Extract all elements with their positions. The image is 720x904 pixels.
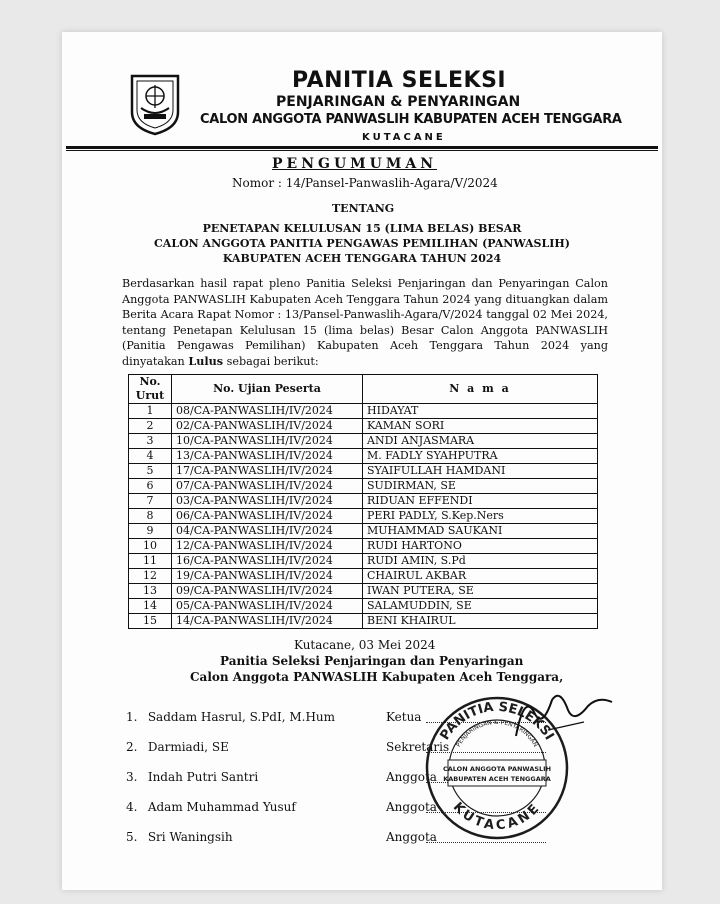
- header-divider: [66, 146, 658, 149]
- stamp-center-line-1: CALON ANGGOTA PANWASLIH: [442, 765, 552, 773]
- stamp-top-text: PANITIA SELEKSI: [437, 699, 557, 743]
- stamp-inner-text: PENJARINGAN & PENYARINGAN: [454, 718, 539, 749]
- table-row: [129, 599, 598, 614]
- subject-line-2: CALON ANGGOTA PANITIA PENGAWAS PEMILIHAN (PANWASLIH): [154, 237, 570, 250]
- exam-number: 04/CA-PANWASLIH/IV/2024: [172, 524, 363, 539]
- exam-number: 12/CA-PANWASLIH/IV/2024: [172, 539, 363, 554]
- member-name: Indah Putri Santri: [147, 770, 259, 784]
- table-row: [129, 554, 598, 569]
- tentang-label: TENTANG: [332, 202, 395, 215]
- member-role: Sekretaris: [386, 740, 450, 754]
- row-number: 6: [129, 479, 172, 494]
- row-number: 3: [129, 434, 172, 449]
- member-number: 1.: [126, 710, 138, 724]
- exam-number: 05/CA-PANWASLIH/IV/2024: [172, 599, 363, 614]
- header-city: KUTACANE: [362, 132, 446, 143]
- participant-name: CHAIRUL AKBAR: [363, 569, 598, 584]
- exam-number: 03/CA-PANWASLIH/IV/2024: [172, 494, 363, 509]
- member-row: [126, 830, 437, 848]
- row-number: 8: [129, 509, 172, 524]
- row-number: 11: [129, 554, 172, 569]
- table-row: [129, 419, 598, 434]
- table-row: [129, 569, 598, 584]
- row-number: 4: [129, 449, 172, 464]
- header-no-urut: No. Urut: [129, 375, 172, 404]
- member-name: Sri Waningsih: [147, 830, 233, 844]
- participant-name: M. FADLY SYAHPUTRA: [363, 449, 598, 464]
- member-name: Adam Muhammad Yusuf: [147, 800, 296, 814]
- exam-number: 06/CA-PANWASLIH/IV/2024: [172, 509, 363, 524]
- exam-number: 10/CA-PANWASLIH/IV/2024: [172, 434, 363, 449]
- row-number: 5: [129, 464, 172, 479]
- row-number: 14: [129, 599, 172, 614]
- exam-number: 02/CA-PANWASLIH/IV/2024: [172, 419, 363, 434]
- row-number: 10: [129, 539, 172, 554]
- exam-number: 09/CA-PANWASLIH/IV/2024: [172, 584, 363, 599]
- row-number: 7: [129, 494, 172, 509]
- closing-date: Kutacane, 03 Mei 2024: [294, 638, 436, 652]
- table-row: [129, 509, 598, 524]
- member-number: 3.: [126, 770, 138, 784]
- participant-name: RUDI HARTONO: [363, 539, 598, 554]
- document-page: [62, 32, 662, 890]
- subject-line-3: KABUPATEN ACEH TENGGARA TAHUN 2024: [222, 252, 502, 265]
- member-row: [126, 800, 437, 818]
- graduates-table: [128, 374, 598, 629]
- exam-number: 08/CA-PANWASLIH/IV/2024: [172, 404, 363, 419]
- intro-text-end: sebagai berikut:: [226, 354, 319, 368]
- header-nama: N a m a: [363, 375, 598, 404]
- row-number: 13: [129, 584, 172, 599]
- row-number: 1: [129, 404, 172, 419]
- member-role: Anggota: [386, 770, 437, 784]
- participant-name: BENI KHAIRUL: [363, 614, 598, 629]
- member-name: Darmiadi, SE: [147, 740, 229, 754]
- member-name: Saddam Hasrul, S.PdI, M.Hum: [147, 710, 336, 724]
- table-row: [129, 479, 598, 494]
- table-row: [129, 434, 598, 449]
- member-role: Ketua: [386, 710, 422, 724]
- exam-number: 14/CA-PANWASLIH/IV/2024: [172, 614, 363, 629]
- closing-committee-line-1: Panitia Seleksi Penjaringan dan Penyaringan: [220, 654, 524, 668]
- panwaslih-logo: [128, 72, 182, 136]
- participant-name: SALAMUDDIN, SE: [363, 599, 598, 614]
- announcement-number: Nomor : 14/Pansel-Panwaslih-Agara/V/2024: [232, 176, 498, 190]
- table-row: [129, 464, 598, 479]
- row-number: 12: [129, 569, 172, 584]
- participant-name: SUDIRMAN, SE: [363, 479, 598, 494]
- member-number: 5.: [126, 830, 138, 844]
- subject-line-1: PENETAPAN KELULUSAN 15 (LIMA BELAS) BESAR: [202, 222, 522, 235]
- exam-number: 13/CA-PANWASLIH/IV/2024: [172, 449, 363, 464]
- header-title: PANITIA SELEKSI: [292, 68, 507, 93]
- table-row: [129, 494, 598, 509]
- stamp-center-line-2: KABUPATEN ACEH TENGGARA: [443, 775, 551, 783]
- row-number: 9: [129, 524, 172, 539]
- signature-scribble: [502, 686, 622, 746]
- participant-name: PERI PADLY, S.Kep.Ners: [363, 509, 598, 524]
- row-number: 2: [129, 419, 172, 434]
- table-row: [129, 449, 598, 464]
- exam-number: 17/CA-PANWASLIH/IV/2024: [172, 464, 363, 479]
- participant-name: MUHAMMAD SAUKANI: [363, 524, 598, 539]
- exam-number: 19/CA-PANWASLIH/IV/2024: [172, 569, 363, 584]
- participant-name: HIDAYAT: [363, 404, 598, 419]
- table-row: [129, 614, 598, 629]
- member-row: [126, 710, 422, 728]
- header-subtitle-2: CALON ANGGOTA PANWASLIH KABUPATEN ACEH TENGGARA: [200, 112, 622, 127]
- participant-name: KAMAN SORI: [363, 419, 598, 434]
- intro-paragraph: [122, 276, 608, 369]
- table-header-row: [129, 375, 598, 404]
- exam-number: 16/CA-PANWASLIH/IV/2024: [172, 554, 363, 569]
- participant-name: RIDUAN EFFENDI: [363, 494, 598, 509]
- intro-text: Berdasarkan hasil rapat pleno Panitia Seleksi Penjaringan dan Penyaringan Calon Anggota PANWASLIH Kabupaten Aceh Tenggara Tahun 2024 yang dituangkan dalam Berita Acara Rapat Nomor : 13/Pansel-Panwaslih-Agara/V/2024 tanggal 02 Mei 2024, tentang Penetapan Kelulusan 15 (lima belas) Besar Calon Anggota PANWASLIH (Panitia Pengawas Pemilihan) Kabupaten Aceh Tenggara Tahun 2024 yang dinyatakan: [122, 277, 608, 368]
- participant-name: ANDI ANJASMARA: [363, 434, 598, 449]
- stamp-bottom-text: KUTACANE: [449, 799, 545, 834]
- header-no-ujian: No. Ujian Peserta: [172, 375, 363, 404]
- member-row: [126, 770, 437, 788]
- member-number: 4.: [126, 800, 138, 814]
- exam-number: 07/CA-PANWASLIH/IV/2024: [172, 479, 363, 494]
- member-number: 2.: [126, 740, 138, 754]
- participant-name: RUDI AMIN, S.Pd: [363, 554, 598, 569]
- row-number: 15: [129, 614, 172, 629]
- header-divider-thin: [66, 150, 658, 151]
- table-row: [129, 539, 598, 554]
- closing-committee-line-2: Calon Anggota PANWASLIH Kabupaten Aceh Tenggara,: [190, 670, 564, 684]
- table-row: [129, 524, 598, 539]
- member-role: Anggota: [386, 830, 437, 844]
- announcement-title: PENGUMUMAN: [272, 156, 438, 172]
- header-subtitle-1: PENJARINGAN & PENYARINGAN: [276, 94, 521, 110]
- member-row: [126, 740, 450, 758]
- intro-bold-word: Lulus: [188, 353, 224, 368]
- table-row: [129, 404, 598, 419]
- table-body: [129, 404, 598, 629]
- participant-name: SYAIFULLAH HAMDANI: [363, 464, 598, 479]
- participant-name: IWAN PUTERA, SE: [363, 584, 598, 599]
- table-row: [129, 584, 598, 599]
- member-role: Anggota: [386, 800, 437, 814]
